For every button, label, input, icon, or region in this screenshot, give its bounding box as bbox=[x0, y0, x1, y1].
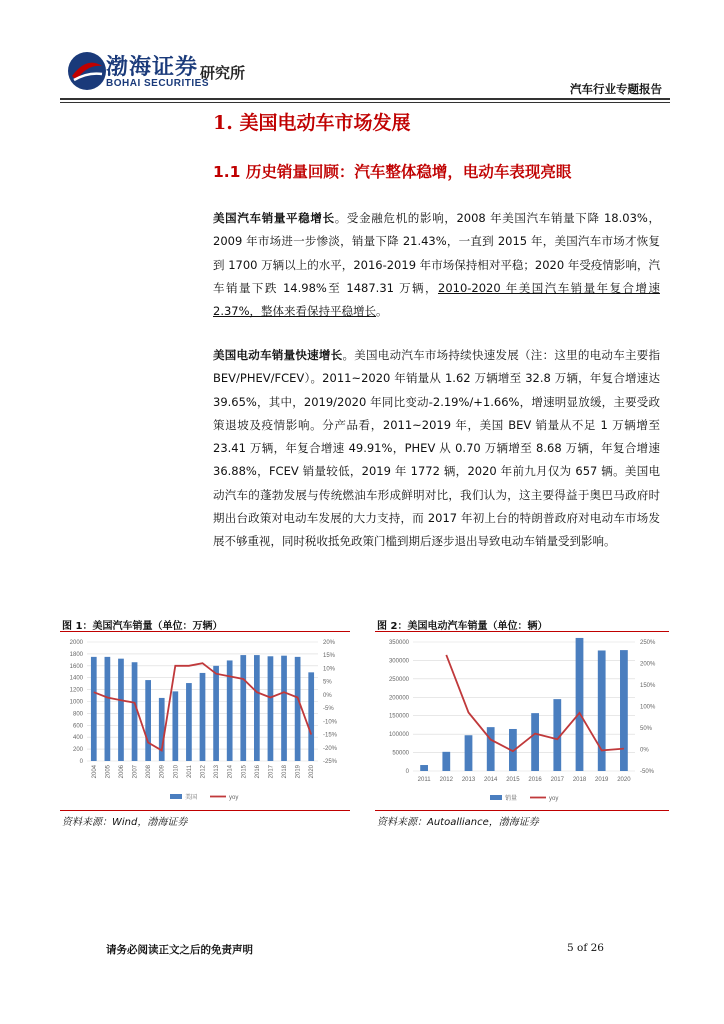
x-tick-label: 2013 bbox=[214, 765, 221, 779]
paragraph-lead: 美国电动车销量快速增长 bbox=[213, 348, 343, 362]
y-left-tick-label: 1000 bbox=[69, 699, 83, 706]
y-right-tick-label: 0% bbox=[640, 747, 649, 754]
x-tick-label: 2012 bbox=[200, 765, 207, 779]
y-right-tick-label: 15% bbox=[323, 653, 336, 660]
paragraph-ev-sales bbox=[213, 344, 660, 554]
bar bbox=[254, 655, 260, 761]
bar bbox=[240, 655, 246, 761]
page-number: 5 of 26 bbox=[567, 942, 604, 954]
y-right-tick-label: -50% bbox=[640, 769, 655, 775]
bar bbox=[118, 659, 124, 761]
x-tick-label: 2016 bbox=[528, 777, 542, 783]
legend-line-label: yoy bbox=[229, 795, 239, 801]
bar bbox=[620, 650, 628, 771]
bar bbox=[576, 638, 584, 771]
y-left-tick-label: 0 bbox=[405, 769, 409, 775]
y-left-tick-label: 250000 bbox=[388, 676, 409, 683]
y-left-tick-label: 200000 bbox=[388, 695, 409, 702]
y-right-tick-label: -5% bbox=[323, 706, 334, 713]
bar bbox=[465, 735, 473, 771]
legend-bar-swatch bbox=[170, 794, 182, 799]
bar bbox=[159, 698, 165, 761]
bar bbox=[487, 727, 495, 771]
y-left-tick-label: 50000 bbox=[392, 750, 409, 757]
y-right-tick-label: 200% bbox=[640, 661, 656, 668]
y-left-tick-label: 1200 bbox=[69, 687, 83, 694]
y-left-tick-label: 800 bbox=[72, 711, 83, 718]
bar bbox=[308, 672, 314, 761]
x-tick-label: 2010 bbox=[173, 765, 180, 779]
figure-1-source: 资料来源：Wind，渤海证券 bbox=[62, 817, 188, 828]
y-right-tick-label: 20% bbox=[323, 640, 336, 646]
y-left-tick-label: 150000 bbox=[388, 713, 409, 720]
bar bbox=[598, 650, 606, 771]
bar bbox=[281, 656, 287, 761]
y-right-tick-label: 0% bbox=[323, 692, 332, 699]
bar bbox=[186, 683, 192, 761]
y-left-tick-label: 100000 bbox=[388, 732, 409, 739]
y-right-tick-label: -20% bbox=[323, 745, 338, 752]
x-tick-label: 2006 bbox=[118, 765, 125, 779]
y-right-tick-label: 100% bbox=[640, 704, 656, 711]
y-left-tick-label: 400 bbox=[72, 735, 83, 742]
figure-1-title: 图 1：美国汽车销量（单位：万辆） bbox=[62, 621, 223, 632]
y-left-tick-label: 1600 bbox=[69, 663, 83, 670]
figure-2-bottom-rule bbox=[375, 810, 669, 811]
x-tick-label: 2014 bbox=[484, 777, 498, 783]
figure-2-title: 图 2：美国电动汽车销量（单位：辆） bbox=[377, 621, 548, 632]
x-tick-label: 2009 bbox=[159, 765, 166, 779]
x-tick-label: 2008 bbox=[146, 765, 153, 779]
report-type-label: 汽车行业专题报告 bbox=[570, 82, 662, 96]
y-right-tick-label: 150% bbox=[640, 683, 656, 689]
bar bbox=[91, 657, 97, 761]
y-left-tick-label: 1800 bbox=[69, 651, 83, 658]
y-left-tick-label: 600 bbox=[72, 723, 83, 730]
x-tick-label: 2011 bbox=[417, 777, 431, 783]
figure-1-bottom-rule bbox=[60, 810, 350, 811]
figure-1-top-rule bbox=[60, 631, 350, 632]
bar bbox=[268, 656, 274, 761]
bar bbox=[213, 666, 219, 761]
header-divider bbox=[60, 98, 670, 100]
bar bbox=[132, 662, 138, 761]
bar bbox=[200, 673, 206, 761]
y-right-tick-label: -15% bbox=[323, 732, 338, 739]
y-right-tick-label: 50% bbox=[640, 726, 653, 732]
y-left-tick-label: 0 bbox=[79, 759, 83, 765]
legend-bar-swatch bbox=[490, 795, 502, 800]
x-tick-label: 2015 bbox=[506, 777, 520, 783]
subsection-title: 1.1 历史销量回顾：汽车整体稳增，电动车表现亮眼 bbox=[213, 163, 572, 181]
x-tick-label: 2004 bbox=[91, 765, 98, 779]
section-title: 1. 美国电动车市场发展 bbox=[213, 112, 411, 134]
x-tick-label: 2018 bbox=[282, 765, 289, 779]
x-tick-label: 2017 bbox=[268, 765, 275, 779]
y-right-tick-label: -10% bbox=[323, 719, 338, 726]
x-tick-label: 2019 bbox=[595, 777, 609, 783]
y-left-tick-label: 350000 bbox=[388, 640, 409, 646]
bar bbox=[531, 713, 539, 771]
x-tick-label: 2019 bbox=[295, 765, 302, 779]
y-right-tick-label: 250% bbox=[640, 640, 656, 646]
bar bbox=[145, 680, 151, 761]
bar bbox=[172, 691, 178, 761]
paragraph-lead: 美国汽车销量平稳增长 bbox=[213, 211, 335, 225]
y-right-tick-label: 10% bbox=[323, 666, 336, 673]
bohai-logo-icon bbox=[66, 50, 108, 92]
x-tick-label: 2017 bbox=[550, 777, 564, 783]
x-tick-label: 2018 bbox=[572, 777, 587, 783]
brand-name-cn: 渤海证券 bbox=[106, 54, 199, 80]
paragraph-body: 。受金融危机的影响，2008 年美国汽车销量下降 18.03%，2009 年市场进一步惨淡，销量下降 21.43%，一直到 2015 年，美国汽车市场才恢复到 1700 万辆以上的水平，2016-2019 年市场保持相对平稳；2020 年受疫情影响，汽车销量下跌 14.98%至 1487.31 万辆， bbox=[213, 211, 660, 295]
figure-2-source: 资料来源：Autoalliance，渤海证券 bbox=[377, 817, 539, 828]
paragraph-underline: 2010-2020 年美国汽车销量年复合增速 2.37%，整体来看保持平稳增长 bbox=[213, 280, 660, 319]
disclaimer-note: 请务必阅读正文之后的免责声明 bbox=[106, 944, 253, 956]
y-right-tick-label: 5% bbox=[323, 679, 332, 686]
us-ev-sales-chart bbox=[375, 634, 669, 808]
x-tick-label: 2013 bbox=[461, 777, 476, 783]
legend-bar-label: 销量 bbox=[505, 796, 518, 802]
y-left-tick-label: 1400 bbox=[69, 675, 83, 682]
x-tick-label: 2014 bbox=[227, 765, 234, 779]
bar bbox=[420, 765, 428, 771]
us-car-sales-chart bbox=[60, 634, 350, 808]
y-left-tick-label: 2000 bbox=[69, 640, 83, 646]
bar bbox=[105, 657, 111, 761]
paragraph-car-sales bbox=[213, 207, 660, 323]
figure-2-top-rule bbox=[375, 631, 669, 632]
x-tick-label: 2020 bbox=[309, 765, 316, 779]
x-tick-label: 2020 bbox=[617, 777, 631, 783]
y-right-tick-label: -25% bbox=[323, 759, 338, 765]
y-left-tick-label: 300000 bbox=[388, 658, 409, 665]
x-tick-label: 2012 bbox=[439, 777, 453, 783]
brand-name-en: BOHAI SECURITIES bbox=[106, 78, 210, 89]
brand-department: 研究所 bbox=[200, 64, 246, 82]
paragraph-body: 。美国电动汽车市场持续快速发展（注：这里的电动车主要指 BEV/PHEV/FCEV）。2011~2020 年销量从 1.62 万辆增至 32.8 万辆，年复合增速达 39.65%，其中，2019/2020 年同比变动-2.19%/+1.66%，增速明显放缓，主要受政策退坡及疫情影响。分产品看，2011~2019 年，美国 BEV 销量从不足 1 万辆增至 23.41 万辆，年复合增速 49.91%，PHEV 从 0.70 万辆增至 8.68 万辆，年复合增速 36.88%，FCEV 销量较低，2019 年 1772 辆，2020 年前九月仅为 657 辆。美国电动汽车的蓬勃发展与传统燃油车形成鲜明对比，我们认为，这主要得益于奥巴马政府时期出台政策对电动车发展的大力支持，而 2017 年初上台的特朗普政府对电动车市场发展不够重视，同时税收抵免政策门槛到期后逐步退出导致电动车销量受到影响。 bbox=[213, 348, 661, 549]
bar bbox=[442, 752, 450, 771]
paragraph-tail: 。 bbox=[376, 304, 388, 319]
legend-line-label: yoy bbox=[549, 796, 559, 802]
x-tick-label: 2011 bbox=[186, 765, 193, 778]
legend-bar-label: 美国 bbox=[185, 795, 198, 801]
x-tick-label: 2015 bbox=[241, 765, 248, 779]
x-tick-label: 2007 bbox=[132, 765, 139, 779]
y-left-tick-label: 200 bbox=[72, 747, 83, 754]
x-tick-label: 2005 bbox=[105, 765, 112, 779]
x-tick-label: 2016 bbox=[254, 765, 261, 779]
header-divider-thin bbox=[60, 102, 670, 103]
bar bbox=[295, 657, 301, 761]
